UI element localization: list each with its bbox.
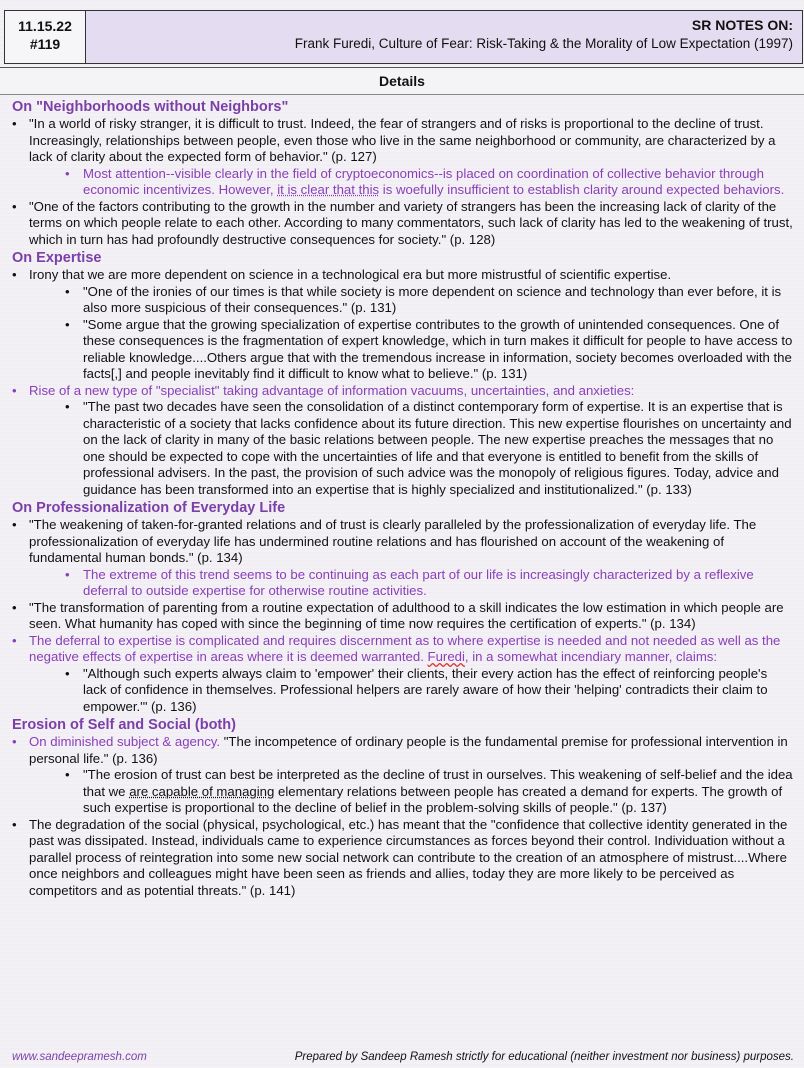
list-item: • On diminished subject & agency. "The incompetence of ordinary people is the fundamental premise for professional intervention in personal life." (p. 136) xyxy=(12,734,788,766)
bullet-icon: • xyxy=(12,198,17,214)
list-item: • "The erosion of trust can best be interpreted as the decline of trust in ourselves. This weakening of self-belief and the idea that we are capable of managing elementary relations between people has created a demand for experts. The growth of such expertise is proportional to the decline of belief in the problem-solving skills of people." (p. 137) xyxy=(65,767,793,815)
header xyxy=(0,10,804,66)
bullet-icon: • xyxy=(65,316,70,332)
bullet-icon: • xyxy=(65,165,70,181)
bullet-icon: • xyxy=(65,399,70,414)
book-title: Frank Furedi, Culture of Fear: Risk-Taking & the Morality of Low Expectation (1997) xyxy=(294,36,793,51)
list-item: • Most attention--visible clearly in the field of cryptoeconomics--is placed on coordination of collective behavior through economic incentivizes. However, it is clear that this is woefully insufficient to establish clarity around expected behaviors. xyxy=(65,165,785,197)
note-number: #119 xyxy=(29,36,61,52)
title-box xyxy=(86,10,803,64)
list-item: • "The weakening of taken-for-granted relations and of trust is clearly paralleled by the professionalization of everyday life. The professionalization of everyday life has undermined routine relations and has flourished on account of the weakening of fundamental human bonds." (p. 134) xyxy=(12,517,757,565)
section-heading: Erosion of Self and Social (both) xyxy=(12,717,236,733)
bullet-icon: • xyxy=(12,382,17,398)
list-item: • "Some argue that the growing specialization of expertise contributes to the growth of unintended consequences. One of these consequences is the fragmentation of expert knowledge, which in turn makes it difficult for people to have access to reliable knowledge....Others argue that with the tremendous increase in information, society becomes overloaded with the facts[,] and people inevitably find it difficult to know what to believe." (p. 131) xyxy=(65,316,793,381)
date-label: 11.15.22 xyxy=(18,18,72,34)
date-box xyxy=(4,10,86,64)
page-title: SR NOTES ON: xyxy=(691,17,793,33)
list-item: • The deferral to expertise is complicated and requires discernment as to where expertise is needed and not needed as well as the negative effects of expertise in areas where it is deemed warranted. Furedi, in a somewhat incendiary manner, claims: xyxy=(12,632,781,664)
list-item: • "One of the factors contributing to the growth in the number and variety of strangers has been the increasing lack of clarity of the terms on which people relate to each other. According to many commentators, such lack of clarity has led to the weakening of trust, which in turn has had profoundly destructive consequences for society." (p. 128) xyxy=(12,198,793,247)
section-heading: On "Neighborhoods without Neighbors" xyxy=(12,99,289,115)
footer xyxy=(0,1048,804,1066)
bullet-icon: • xyxy=(65,283,70,299)
section-heading: On Professionalization of Everyday Life xyxy=(12,500,286,516)
section-heading: On Expertise xyxy=(12,250,102,266)
bullet-icon: • xyxy=(12,267,17,282)
bullet-icon: • xyxy=(65,566,70,582)
disclaimer: Prepared by Sandeep Ramesh strictly for educational (neither investment nor business) purposes. xyxy=(294,1051,794,1063)
list-item: • The degradation of the social (physical, psychological, etc.) has meant that the "confidence that collective identity generated in the past was dissipated. Instead, individuals came to experience circumstances as forces beyond their control. Individuation without a parallel process of reintegration into some new social network can contribute to the creation of an atmosphere of mistrust....Where once neighbors and colleagues might have been seen as friends and allies, today they are more likely to be perceived as competitors and as potential threats." (p. 141) xyxy=(12,816,788,898)
list-item: • "One of the ironies of our times is that while society is more dependent on science and technology than ever before, it is also more suspicious of their consequences." (p. 131) xyxy=(65,283,782,315)
list-item: • "In a world of risky stranger, it is difficult to trust. Indeed, the fear of strangers and of risks is proportional to the decline of trust. Increasingly, relationships between people, even those who live in the same neighborhood or community, are characterized by a lack of clarity about the expected form of behavior." (p. 127) xyxy=(12,116,776,164)
site-link[interactable]: www.sandeepramesh.com xyxy=(12,1051,147,1063)
bullet-icon: • xyxy=(12,816,17,832)
bullet-icon: • xyxy=(12,116,17,131)
list-item: • "The past two decades have seen the consolidation of a distinct contemporary form of expertise. It is an expertise that is characteristic of a society that lacks confidence about its future direction. This new expertise flourishes on uncertainty and on the lack of clarity in many of the basic relations between people. The new expertise preaches the messages that no one should be expected to cope with the uncertainties of life and that everyone is entitled to benefit from the skills of professional advisers. In the past, the provision of such advice was the monopoly of religious figures. Today, advice and guidance has been transformed into an expertise that is highly specialized and institutionalized." (p. 133) xyxy=(65,399,792,497)
list-item: • Irony that we are more dependent on science in a technological era but more mistrustful of scientific expertise. xyxy=(12,267,672,282)
bullet-icon: • xyxy=(12,734,17,749)
details-label: Details xyxy=(0,67,804,95)
bullet-icon: • xyxy=(12,599,17,615)
bullet-icon: • xyxy=(65,665,70,681)
list-item: • "The transformation of parenting from a routine expectation of adulthood to a skill indicates the low estimation in which people are seen. What humanity has coped with since the beginning of time now requires the certification of experts." (p. 134) xyxy=(12,599,784,631)
bullet-icon: • xyxy=(12,632,17,648)
bullet-icon: • xyxy=(12,517,17,532)
list-item: • "Although such experts always claim to 'empower' their clients, their every action has the effect of reinforcing people's lack of confidence in themselves. Professional helpers are rarely aware of how their 'helping' contradicts their claim to empower.'" (p. 136) xyxy=(65,665,768,714)
notes-content xyxy=(0,97,804,1042)
list-item: • The extreme of this trend seems to be continuing as each part of our life is increasingly characterized by a reflexive deferral to outside expertise for otherwise routine activities. xyxy=(65,566,754,598)
list-item: • Rise of a new type of "specialist" taking advantage of information vacuums, uncertainties, and anxieties: xyxy=(12,382,635,398)
bullet-icon: • xyxy=(65,767,70,782)
